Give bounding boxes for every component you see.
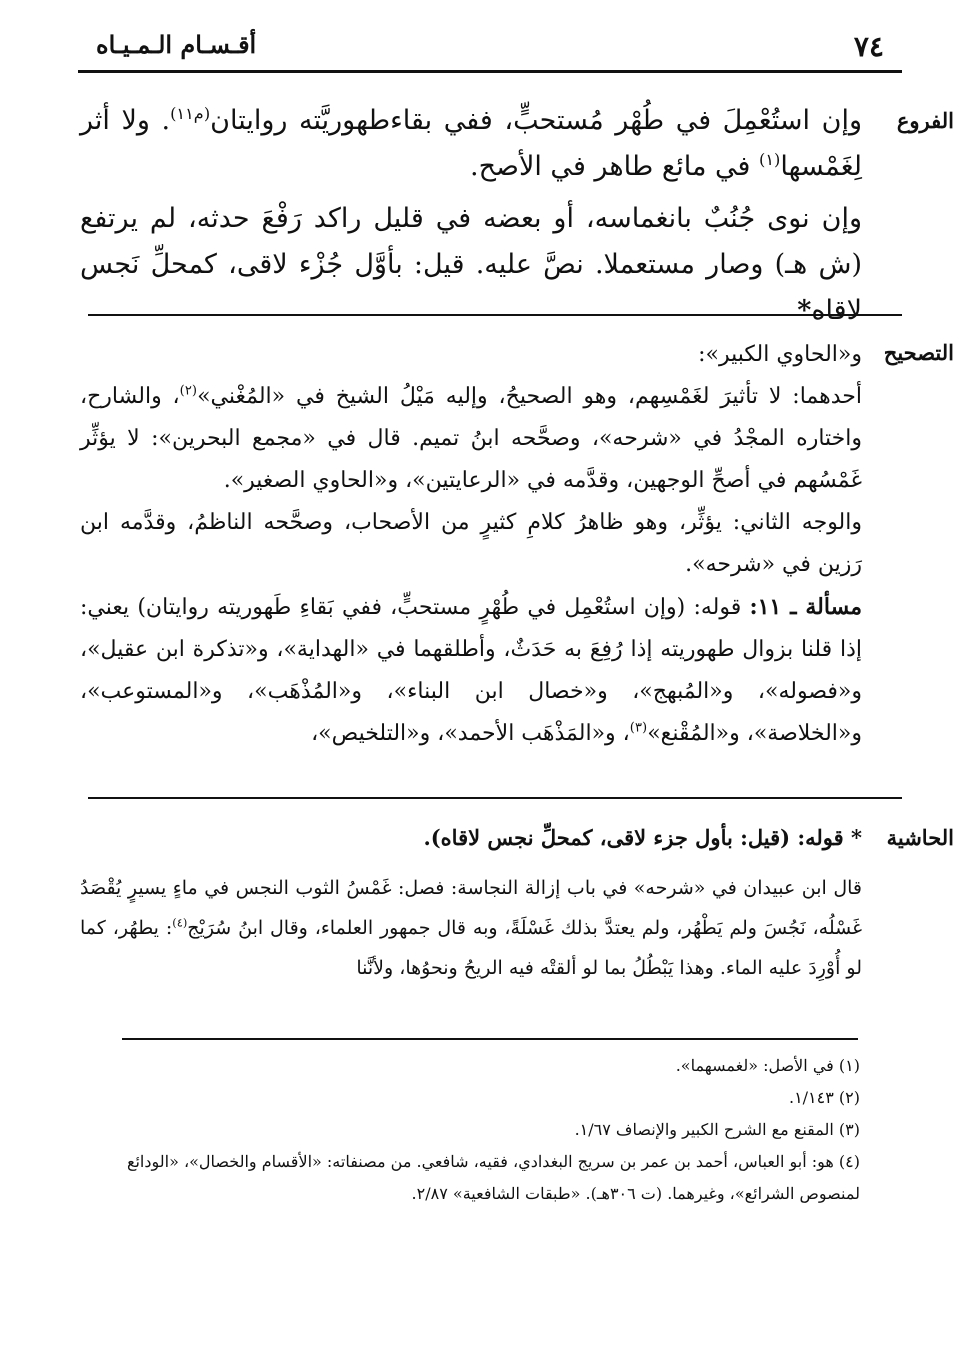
masala-heading: مسألة ـ ١١: — [749, 594, 862, 620]
hashiya-p1-part-a: قال ابن عبيدان في «شرحه» في باب إزالة النجاسة: فصل: غَمْسُ الثوب النجس في ماءٍ يسيرٍ يُقْصَدُ غَسْلُه، نَجُسَ ولم يَطْهُر، ولم يعتدَّ بذلك غَسْلَةً، وبه قال جمهور العلماء، وقال ابنُ سُرَيْج — [80, 877, 863, 939]
tasheeh-intro: و«الحاوي الكبير»: — [698, 342, 862, 367]
footnote-divider — [122, 1038, 858, 1040]
section-divider — [88, 797, 902, 799]
hashiya-marker: * — [797, 295, 812, 326]
hashiya-text — [80, 818, 862, 988]
footnote-ref: (٢) — [179, 383, 198, 399]
footnote-ref: (١) — [759, 150, 781, 169]
footnote-4: (٤) هو: أبو العباس، أحمد بن عمر بن سريج البغدادي، فقيه، شافعي. من مصنفاته: «الأقسام والخصال»، «الودائع لمنصوص الشرائع»، وغيرهما. (ت ٣٠٦هـ). «طبقات الشافعية» ٢/٨٧. — [126, 1152, 860, 1203]
hashiya-heading: * قوله: (قيل: بأول جزء لاقى، كمحلِّ نجس لاقاه). — [423, 825, 862, 850]
footnote-3: (٣) المقنع مع الشرح الكبير والإنصاف ١/٦٧. — [574, 1120, 860, 1139]
tasheeh-p1-part-a: أحدهما: لا تأثيرَ لغَمْسِهم، وهو الصحيحُ، وإليه مَيْلُ الشيخ في «المُغْني» — [197, 384, 862, 409]
page-header — [78, 24, 902, 73]
furoo-p2-text: وإن نوى جُنُبٌ بانغماسه، أو بعضه في قليل راكد رَفْعَ حدثه، لم يرتفع (ش هـ) وصار مستعملا. نصَّ عليه. قيل: بأوَّل جُزْء لاقى، كمحلِّ نَجس لاقاه — [80, 203, 862, 326]
tasheeh-p3-part-a: قوله: (وإن استُعْمِل في طُهْرٍ مستحبٍّ، ففي بَقاءِ طَهوريته روايتان) يعني: إذا قلنا بزوال طهوريته إذا رُفِعَ به حَدَثٌ، وأطلقهما في «الهداية»، و«تذكرة ابن عقيل»، و«فصوله»، و«المُبهج»، و«خصال ابن البناء»، و«المُذْهَب»، و«المستوعب»، و«الخلاصة»، و«المُقْنع» — [80, 595, 862, 746]
hashiya-p1-part-b: : يطهُر، كما لو أُوْرِدَ عليه الماء. وهذا يَبْطُلُ بما لو ألقتْه فيه الريحُ ونحوُها، ولأنَّنا — [80, 917, 862, 979]
hashiya-paragraph-1 — [80, 868, 862, 988]
page-number: ٧٤ — [853, 30, 884, 63]
footnote-2: (٢) ١/١٤٣. — [788, 1088, 860, 1107]
section-label-furoo: الفروع — [896, 108, 954, 133]
furoo-text — [80, 98, 862, 334]
tasheeh-paragraph-2: والوجه الثاني: يؤثِّر، وهو ظاهرُ كلامِ كثيرٍ من الأصحاب، وصحَّحه الناظمُ، وقدَّمه ابن رَزين في «شرحه». — [80, 510, 862, 577]
tasheeh-p1-part-b: ، والشارح، واختاره المجْدُ في «شرحه»، وصحَّحه ابنُ تميم. قال في «مجمع البحرين»: لا يؤثِّر غَمْسُهم في أصحِّ الوجهين، وقدَّمه في «الرعايتين»، و«الحاوي الصغير». — [80, 384, 862, 493]
footnote-1: (١) في الأصل: «لغمسهما». — [675, 1056, 860, 1075]
section-divider — [88, 314, 902, 316]
footnotes — [100, 1050, 860, 1210]
furoo-p1-part-b: . ولا أثر لِغَمْسها — [80, 105, 862, 182]
section-label-tasheeh: التصحيح — [883, 340, 954, 365]
footnote-ref: (م١١) — [170, 104, 211, 123]
furoo-p1-part-a: وإن استُعْمِلَ في طُهْر مُستحبٍّ، ففي بقاءطهوريَّته روايتان — [210, 105, 862, 136]
footnote-ref: (٤) — [172, 915, 188, 930]
furoo-paragraph-1 — [80, 98, 862, 190]
tasheeh-text — [80, 334, 862, 755]
running-title: أقـسـام الـمـيـاه — [96, 30, 257, 59]
section-label-hashiya: الحاشية — [886, 825, 954, 850]
tasheeh-paragraph-1 — [80, 376, 862, 502]
tasheeh-p3-part-b: ، و«المَذْهَب الأحمد»، و«التلخيص»، — [311, 721, 630, 746]
tasheeh-paragraph-3 — [80, 586, 862, 755]
furoo-p1-part-c: في مائع طاهر في الأصح. — [470, 151, 760, 182]
footnote-ref: (٣) — [629, 720, 648, 736]
